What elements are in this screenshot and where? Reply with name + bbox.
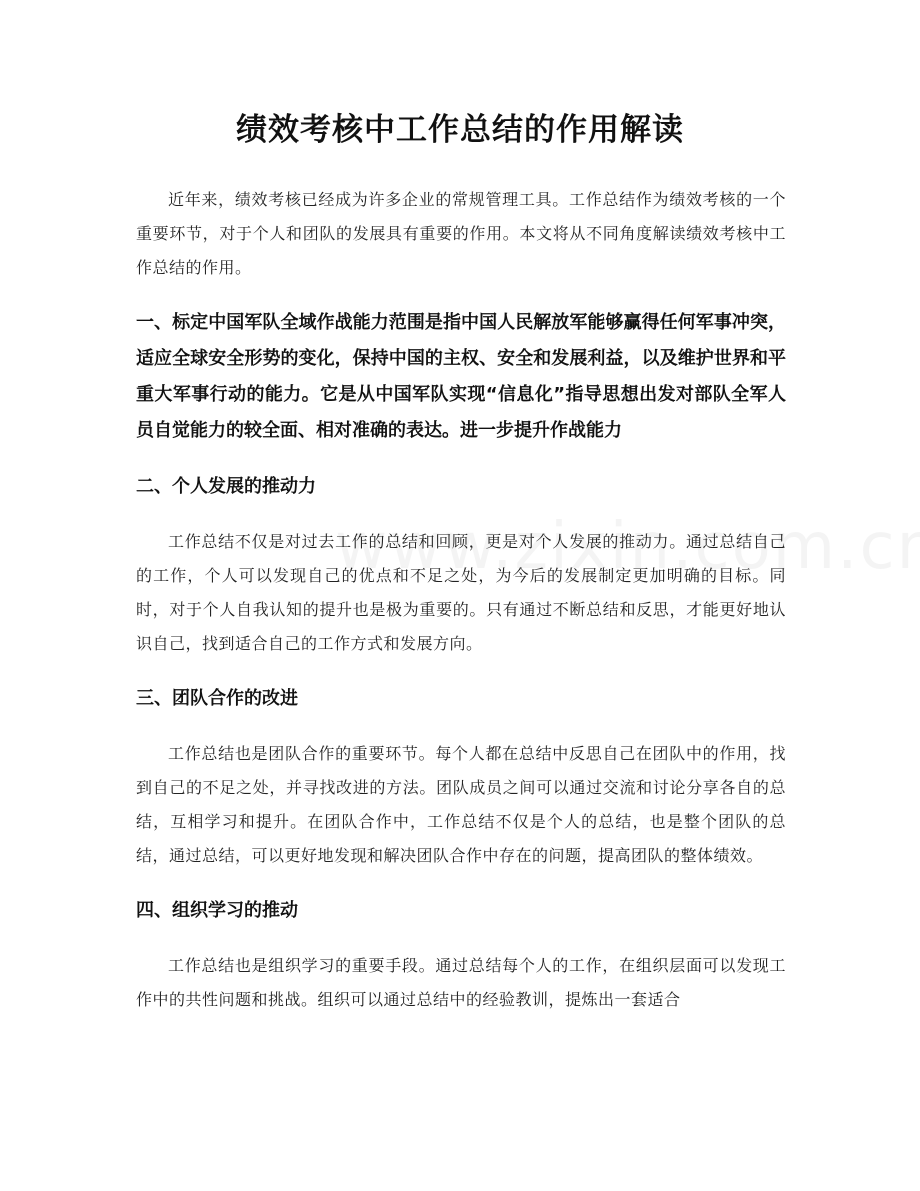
intro-paragraph: 近年来，绩效考核已经成为许多企业的常规管理工具。工作总结作为绩效考核的一个重要环节，对于个人和团队的发展具有重要的作用。本文将从不同角度解读绩效考核中工作总结的作用。 xyxy=(136,190,786,277)
section-heading-2: 二、个人发展的推动力 xyxy=(136,476,316,497)
section-heading-4: 四、组织学习的推动 xyxy=(136,900,298,921)
section-heading-1: 一、标定中国军队全域作战能力范围是指中国人民解放军能够赢得任何军事冲突，适应全球安全形势的变化，保持中国的主权、安全和发展利益，以及维护世界和平重大军事行动的能力。它是从中国军队实现“信息化”指导思想出发对部队全军人员自觉能力的较全面、相对准确的表达。进一步提升作战能力 xyxy=(136,312,786,441)
document-title: 绩效考核中工作总结的作用解读 xyxy=(236,112,684,148)
section-paragraph-3: 工作总结也是团队合作的重要环节。每个人都在总结中反思自己在团队中的作用，找到自己的不足之处，并寻找改进的方法。团队成员之间可以通过交流和讨论分享各自的总结，互相学习和提升。在团队合作中，工作总结不仅是个人的总结，也是整个团队的总结，通过总结，可以更好地发现和解决团队合作中存在的问题，提高团队的整体绩效。 xyxy=(136,744,786,865)
section-heading-3: 三、团队合作的改进 xyxy=(136,688,298,709)
section-paragraph-4: 工作总结也是组织学习的重要手段。通过总结每个人的工作，在组织层面可以发现工作中的共性问题和挑战。组织可以通过总结中的经验教训，提炼出一套适合 xyxy=(136,956,786,1009)
document-body xyxy=(136,183,786,1017)
section-paragraph-2: 工作总结不仅是对过去工作的总结和回顾，更是对个人发展的推动力。通过总结自己的工作，个人可以发现自己的优点和不足之处，为今后的发展制定更加明确的目标。同时，对于个人自我认知的提升也是极为重要的。只有通过不断总结和反思，才能更好地认识自己，找到适合自己的工作方式和发展方向。 xyxy=(136,532,786,653)
